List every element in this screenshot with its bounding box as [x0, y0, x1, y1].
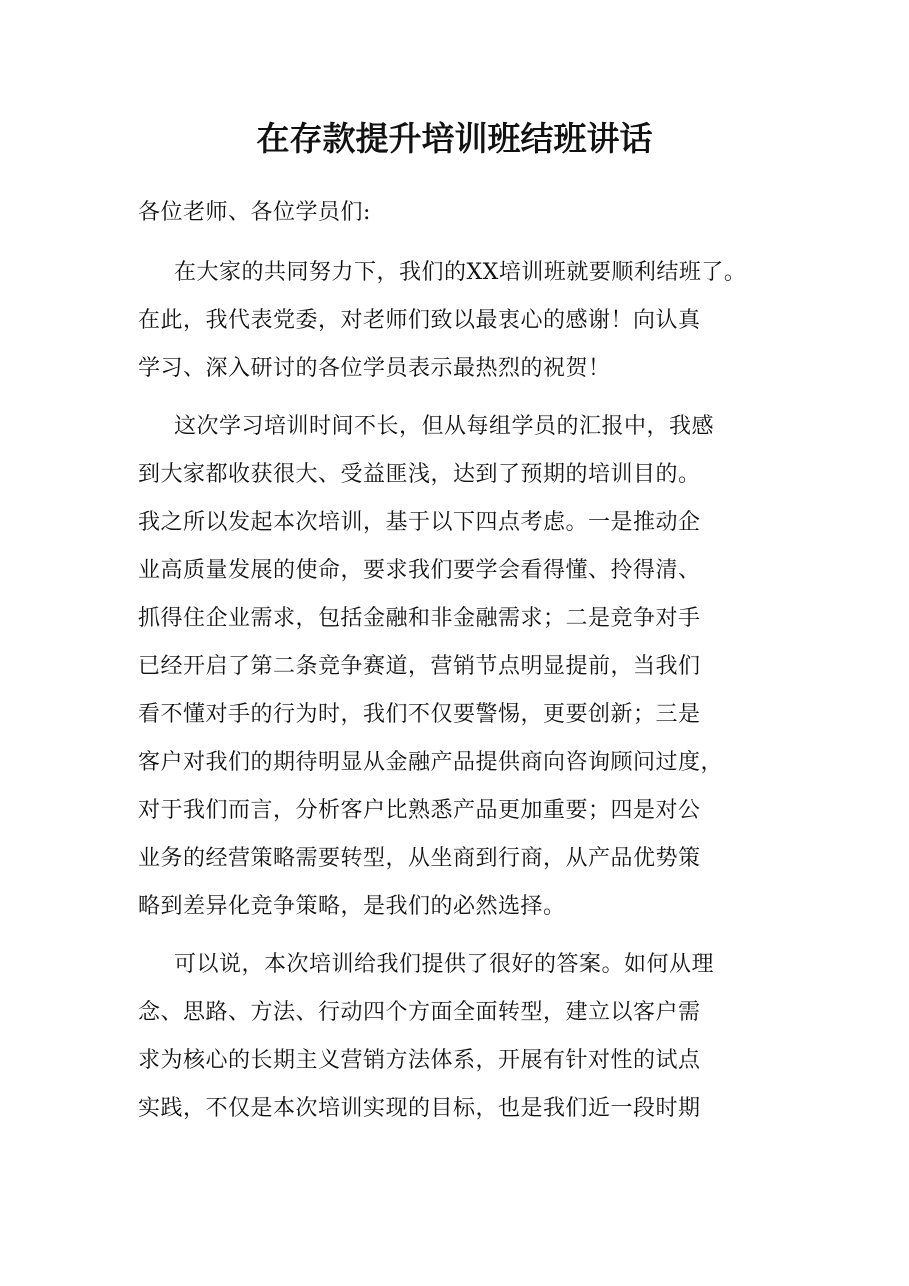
paragraph-2-line-4: 业高质量发展的使命，要求我们要学会看得懂、拎得清、 [138, 558, 701, 583]
paragraph-2-line-2: 到大家都收获很大、受益匪浅，达到了预期的培训目的。 [138, 462, 701, 487]
paragraph-2-line-8: 客户对我们的期待明显从金融产品提供商向咨询顾问过度， [138, 750, 724, 775]
paragraph-2-line-9: 对于我们而言，分析客户比熟悉产品更加重要；四是对公 [138, 798, 701, 823]
paragraph-1-line-2: 在此，我代表党委，对老师们致以最衷心的感谢！向认真 [138, 308, 701, 333]
paragraph-2-line-3: 我之所以发起本次培训，基于以下四点考虑。一是推动企 [138, 510, 701, 535]
paragraph-1-line-1: 在大家的共同努力下，我们的XX培训班就要顺利结班了。 [174, 260, 747, 285]
paragraph-3-line-3: 求为核心的长期主义营销方法体系，开展有针对性的试点 [138, 1048, 701, 1073]
paragraph-2-line-1: 这次学习培训时间不长，但从每组学员的汇报中，我感 [174, 414, 715, 439]
document-title: 在存款提升培训班结班讲话 [256, 119, 653, 158]
paragraph-1-line-3: 学习、深入研讨的各位学员表示最热烈的祝贺！ [138, 356, 611, 381]
paragraph-2-line-11: 略到差异化竞争策略，是我们的必然选择。 [138, 894, 566, 919]
paragraph-2-line-7: 看不懂对手的行为时，我们不仅要警惕，更要创新；三是 [138, 702, 701, 727]
paragraph-2-line-10: 业务的经营策略需要转型，从坐商到行商，从产品优势策 [138, 846, 701, 871]
paragraph-2-line-6: 已经开启了第二条竞争赛道，营销节点明显提前，当我们 [138, 654, 701, 679]
paragraph-3-line-1: 可以说，本次培训给我们提供了很好的答案。如何从理 [174, 952, 715, 977]
paragraph-3-line-2: 念、思路、方法、行动四个方面全面转型，建立以客户需 [138, 1000, 701, 1025]
paragraph-3-line-4: 实践，不仅是本次培训实现的目标，也是我们近一段时期 [138, 1096, 701, 1121]
salutation: 各位老师、各位学员们: [138, 200, 371, 225]
paragraph-2-line-5: 抓得住企业需求，包括金融和非金融需求；二是竞争对手 [138, 606, 701, 631]
